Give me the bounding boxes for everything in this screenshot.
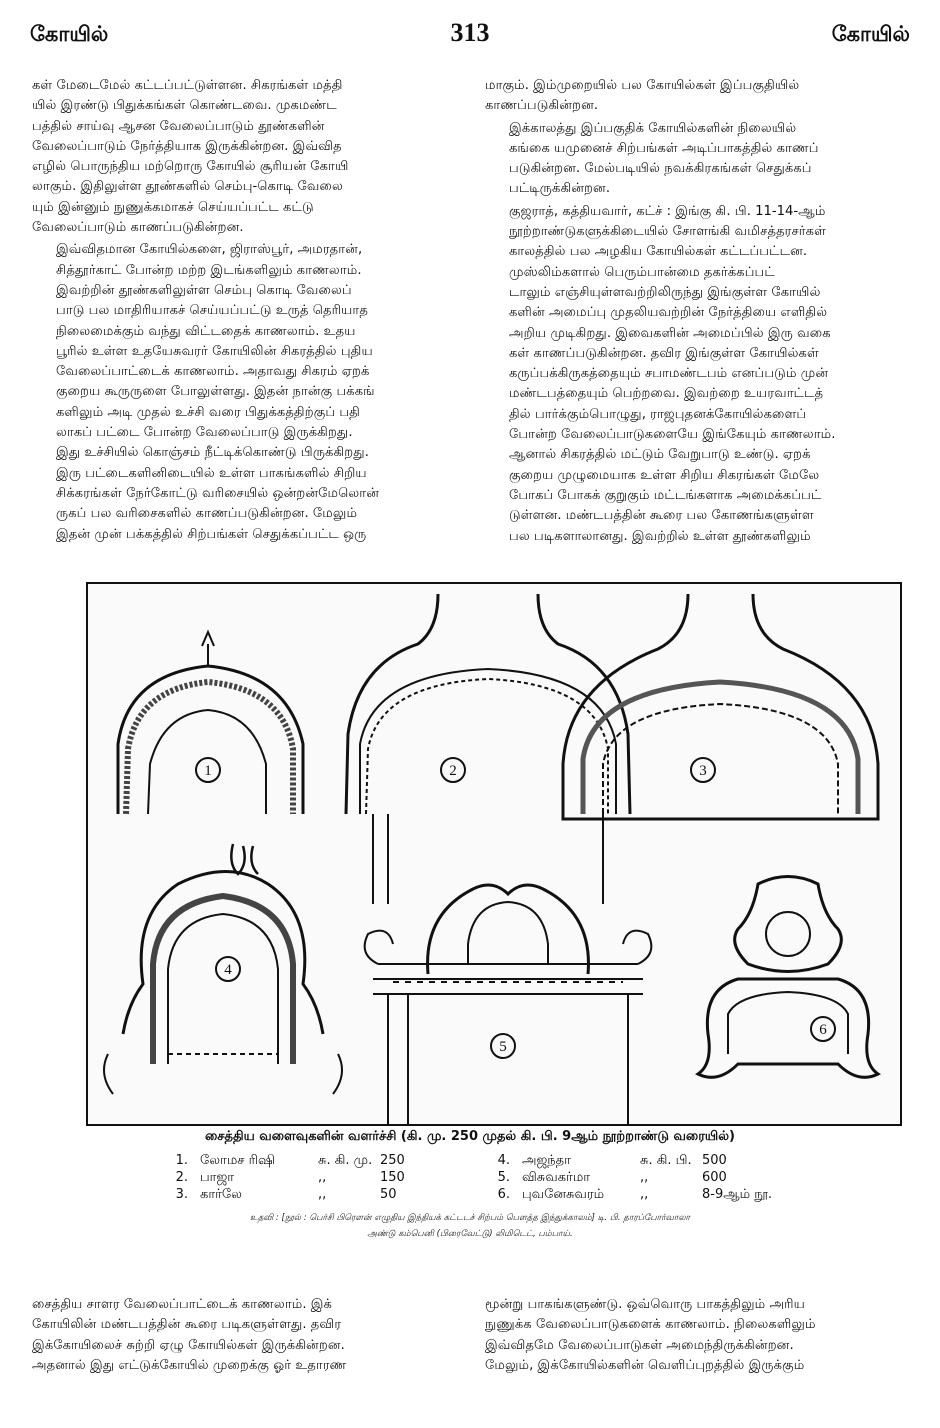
legend-site: புவனேசுவரம் (522, 1187, 605, 1202)
text-line: கங்கை யமுனைச் சிற்பங்கள் அடிப்பாகத்தில் காணப் (509, 140, 819, 156)
text-line: சைத்திய சாளர வேலைப்பாட்டைக் காணலாம். இக் (32, 1297, 332, 1312)
figure-caption-title: சைத்திய வளைவுகளின் வளர்ச்சி (கி. மு. 250 முதல் கி. பி. 9ஆம் நூற்றாண்டு வரையில்) (205, 1129, 735, 1144)
legend-site: லோமச ரிஷி (200, 1153, 275, 1168)
text-line: பூரில் உள்ள உதயேசுவரர் கோயிலின் சிகரத்தில் புதிய (56, 343, 373, 359)
arch-drawing-5 (365, 885, 652, 1124)
legend-year: 50 (380, 1187, 397, 1202)
bottom-left-column (32, 1295, 462, 1378)
legend-number: 3. (175, 1187, 188, 1202)
text-line: இக்காலத்து இப்பகுதிக் கோயில்களின் நிலையில் (509, 120, 797, 136)
text-line: பல படிகளாலானது. இவற்றில் உள்ள தூண்களிலும் (509, 528, 811, 544)
text-line: ஆனால் சிகரத்தில் மட்டும் வேறுபாடு உண்டு. ஏறக் (509, 447, 811, 463)
arch-drawing-6 (698, 877, 878, 1078)
paragraph (32, 76, 462, 238)
arch-drawing-3 (563, 594, 878, 819)
legend-row (484, 1152, 784, 1169)
legend-site: பாஜா (200, 1170, 235, 1185)
arch-drawing-1 (118, 632, 303, 814)
text-line: சித்தூர்காட் போன்ற மற்ற இடங்களிலும் காணலாம். (56, 262, 362, 278)
text-line: வேலைப்பாடும் காணப்படுகின்றன. (32, 220, 244, 236)
legend-year: 8-9ஆம் நூ. (702, 1187, 773, 1202)
legend-site: அஜந்தா (522, 1153, 571, 1168)
legend-left (162, 1152, 462, 1203)
text-line: நூற்றாண்டுகளுக்கிடையில் சோளங்கி வமிசத்தரசர்கள் (509, 224, 827, 240)
legend-era: ,, (318, 1170, 327, 1185)
text-line: இது உச்சியில் கொஞ்சம் நீட்டிக்கொண்டு பிருக்கிறது. (56, 445, 369, 461)
text-line: பத்தில் சாய்வு ஆசன வேலைப்பாடும் தூண்களின் (32, 118, 325, 134)
arch-illustration (88, 584, 900, 1124)
text-line: எழில் பொருந்திய மற்றொரு கோயில் சூரியன் கோயி (32, 159, 349, 175)
chaitya-arch-figure (86, 582, 902, 1126)
paragraph (485, 119, 913, 200)
header-right-title: கோயில் (831, 22, 910, 46)
top-left-column (32, 76, 462, 547)
legend-year: 250 (380, 1153, 405, 1168)
text-line: மண்டபத்தையும் பெற்றவை. இவற்றை உயரவாட்டத் (509, 386, 824, 402)
text-line: கள் மேடைமேல் கட்டப்பட்டுள்ளன. சிகரங்கள் மத்தி (32, 78, 343, 93)
text-line: மேலும், இக்கோயில்களின் வெளிப்புறத்தில் இருக்கும் (485, 1357, 805, 1373)
figure-label-3: 3 (699, 763, 707, 779)
bottom-right-column (485, 1295, 913, 1378)
text-line: முஸ்லிம்களால் பெரும்பான்மை தகர்க்கப்பட் (509, 264, 775, 280)
legend-number: 5. (497, 1170, 510, 1185)
legend-site: விசுவகர்மா (522, 1170, 591, 1185)
text-line: களின் அமைப்பு முதலியவற்றின் நேர்த்தியை எளிதில் (509, 305, 828, 321)
text-line: டாலும் எஞ்சியுள்ளவற்றிலிருந்து இங்குள்ள கோயில் (509, 284, 821, 300)
text-line: நுணுக்க வேலைப்பாடுகளைக் காணலாம். நிலைகளிலும் (485, 1317, 816, 1333)
legend-era: சு. கி. பி. (640, 1153, 692, 1168)
text-line: யில் இரண்டு பிதுக்கங்கள் கொண்டவை. முகமண்ட (32, 98, 337, 114)
arch-drawing-4 (104, 844, 342, 1094)
legend-number: 4. (497, 1153, 510, 1168)
legend-row (162, 1186, 462, 1203)
credit-line: உதவி : [நூல் : பெர்சி பிரௌன் எழுதிய இந்தியக் கட்டடச் சிற்பம் பௌத்த இந்துக்காலம்] டி. பி. தாரப்போர்வாலா (250, 1213, 690, 1223)
legend-row (484, 1186, 784, 1203)
legend-site: கார்லே (200, 1187, 242, 1202)
paragraph (32, 240, 462, 544)
text-line: போன்ற வேலைப்பாடுகளையே இங்கேயும் காணலாம். (509, 427, 836, 443)
legend-row (162, 1169, 462, 1186)
figure-label-2: 2 (449, 763, 457, 779)
paragraph (485, 202, 913, 547)
figure-label-6: 6 (819, 1022, 827, 1038)
text-line: பாடு பல மாதிரியாகச் செய்யப்பட்டு உருத் தெரியாத (56, 303, 368, 319)
text-line: ருகப் பல வரிசைகளில் காணப்படுகின்றன. மேலும் (56, 506, 358, 522)
paragraph (485, 76, 913, 117)
text-line: இதன் முன் பக்கத்தில் சிற்பங்கள் செதுக்கப்பட்ட ஒரு (56, 526, 367, 542)
text-line: லாகப் பட்டை போன்ற வேலைப்பாடு இருக்கிறது. (56, 425, 353, 441)
text-line: காலத்தில் பல அழகிய கோயில்கள் கட்டப்பட்டன. (509, 244, 808, 260)
legend-number: 6. (497, 1187, 510, 1202)
text-line: டுள்ளன. மண்டபத்தின் கூரை பல கோணங்களுள்ள (509, 508, 814, 524)
text-line: இக்கோயிலைச் சுற்றி ஏழு கோயில்கள் இருக்கின்றன. (32, 1337, 345, 1353)
text-line: பட்டிருக்கின்றன. (509, 181, 611, 197)
legend-year: 500 (702, 1153, 727, 1168)
text-line: இவ்விதமான கோயில்களை, ஜிராஸ்பூர், அமரதான், (56, 242, 363, 258)
text-line: வேலைப்பாடும் நேர்த்தியாக இருக்கின்றன. இவ்வித (32, 138, 342, 154)
legend-row (484, 1169, 784, 1186)
header-left-title: கோயில் (30, 22, 109, 46)
text-line: யும் இன்னும் நுணுக்கமாகச் செய்யப்பட்ட கட்டு (32, 199, 314, 215)
legend-year: 600 (702, 1170, 727, 1185)
text-line: போகப் போகக் குறுகும் மட்டங்களாக அமைக்கப்பட் (509, 487, 822, 503)
figure-credit (0, 1210, 940, 1242)
text-line: சிக்கரங்கள் நேர்கோட்டு வரிசையில் ஒன்றன்மேலொன் (56, 485, 379, 501)
top-right-column (485, 76, 913, 549)
legend-era: ,, (318, 1187, 327, 1202)
paragraph (485, 1295, 913, 1376)
paragraph (32, 1295, 462, 1376)
text-line: அதனால் இது எட்டுக்கோயில் முறைக்கு ஓர் உதாரண (32, 1357, 347, 1373)
figure-label-1: 1 (204, 763, 212, 779)
text-line: இரு பட்டைகளினிடையில் உள்ள பாகங்களில் சிறிய (56, 465, 367, 481)
text-line: களிலும் அடி முதல் உச்சி வரை பிதுக்கத்திற்குப் பதி (56, 404, 360, 420)
page-number: 313 (450, 18, 490, 47)
text-line: நிலைமைக்கும் வந்து விட்டதைக் காணலாம். உதய (56, 323, 356, 339)
credit-line: அண்டு கம்பெனி (பிரைவேட்டு) லிமிடெட், பம்பாய். (367, 1229, 573, 1239)
text-line: படுகின்றன. மேல்படியில் நவக்கிரகங்கள் செதுக்கப் (509, 161, 812, 177)
text-line: வேலைப்பாட்டைக் காணலாம். அதாவது சிகரம் ஏறக் (56, 364, 370, 380)
text-line: காணப்படுகின்றன. (485, 98, 599, 114)
legend-number: 1. (175, 1153, 188, 1168)
text-line: மூன்று பாகங்களுண்டு. ஒவ்வொரு பாகத்திலும் அரிய (485, 1297, 805, 1312)
text-line: இவ்விதமே வேலைப்பாடுகள் அமைந்திருக்கின்றன. (485, 1337, 794, 1353)
text-line: கோயிலின் மண்டபத்தின் கூரை படிகளுள்ளது. தவிர (32, 1317, 342, 1333)
legend-number: 2. (175, 1170, 188, 1185)
text-line: மாகும். இம்முறையில் பல கோயில்கள் இப்பகுதியில் (485, 78, 800, 93)
legend-row (162, 1152, 462, 1169)
text-line: இவற்றின் தூண்களிலுள்ள செம்பு கொடி வேலைப் (56, 282, 352, 298)
text-line: தில் பார்க்கும்பொழுது, ராஜபுதனக்கோயில்களைப் (509, 406, 807, 422)
legend-year: 150 (380, 1170, 405, 1185)
text-line: லாகும். இதிலுள்ள தூண்களில் செம்பு-கொடி வேலை (32, 179, 343, 195)
text-line: அறிய முடிகிறது. இவைகளின் அமைப்பில் இரு வகை (509, 325, 831, 341)
legend-era: ,, (640, 1170, 649, 1185)
legend-era: சு. கி. மு. (318, 1153, 373, 1168)
figure-label-5: 5 (499, 1039, 507, 1055)
text-line: குறைய கூருருளை போலுள்ளது. இதன் நான்கு பக்கங் (56, 384, 375, 400)
legend-era: ,, (640, 1187, 649, 1202)
text-line: குறைய முழுமையாக உள்ள சிறிய சிகரங்கள் மேலே (509, 467, 820, 483)
text-line: கருப்பக்கிருகத்தையும் சபாமண்டபம் எனப்படும் முன் (509, 366, 829, 382)
legend-right (484, 1152, 784, 1203)
text-line: கள் காணப்படுகின்றன. தவிர இங்குள்ள கோயில்கள் (509, 345, 819, 361)
figure-label-4: 4 (224, 962, 232, 978)
text-line: குஜராத், கத்தியவார், கட்ச் : இங்கு கி. பி. 11-14-ஆம் (509, 203, 826, 219)
